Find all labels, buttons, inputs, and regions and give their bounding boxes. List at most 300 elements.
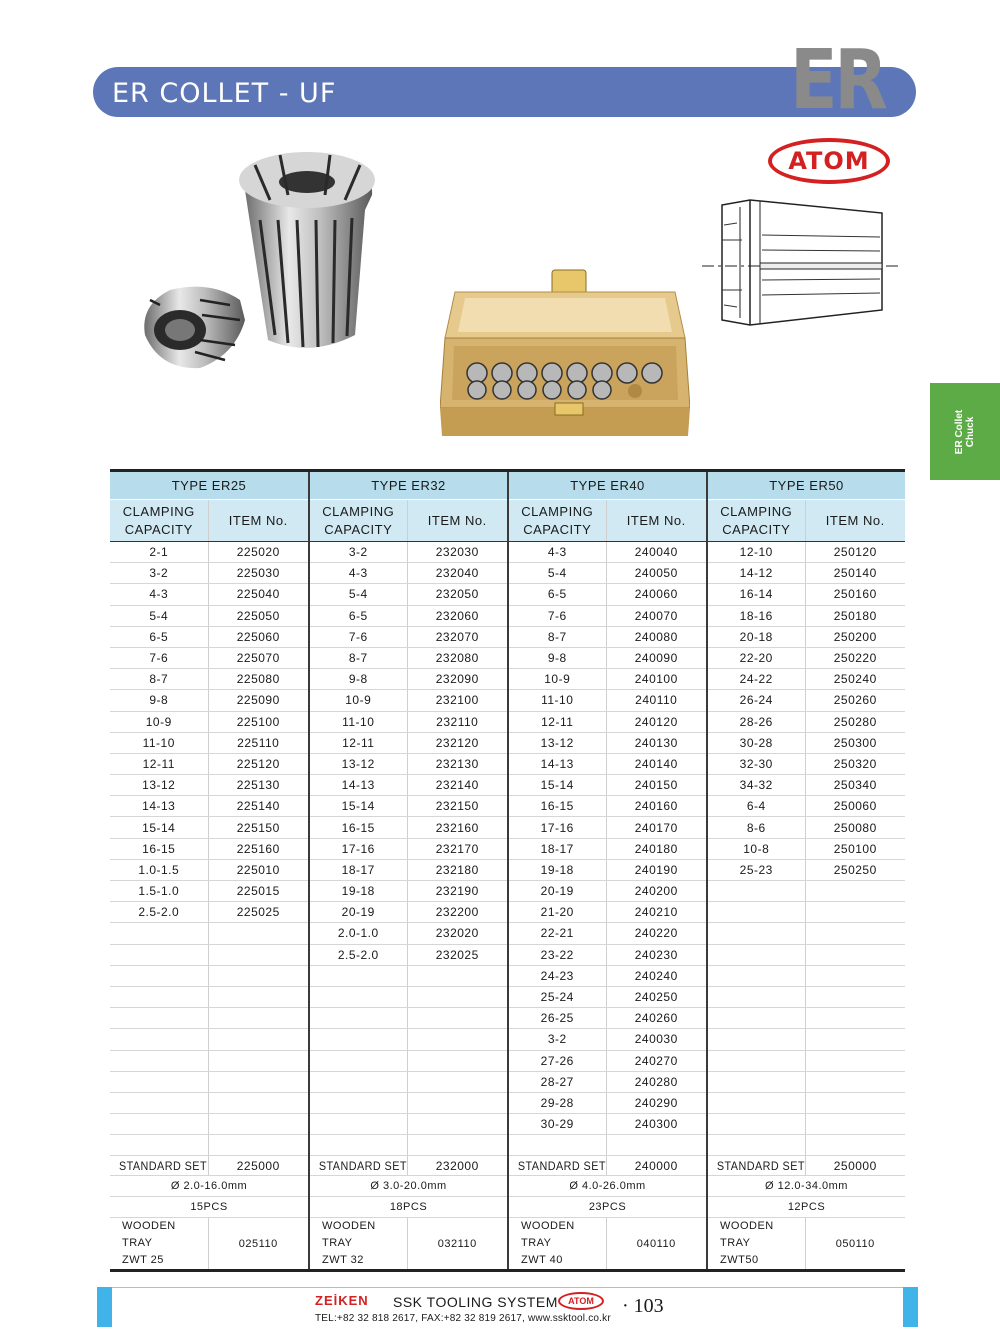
set-range: Ø 12.0-34.0mm bbox=[707, 1176, 905, 1197]
clamping-capacity-cell: 10-9 bbox=[508, 669, 606, 690]
clamping-capacity-cell: 25-23 bbox=[707, 859, 805, 880]
clamping-capacity-cell: 6-5 bbox=[309, 605, 407, 626]
clamping-capacity-cell: 27-26 bbox=[508, 1050, 606, 1071]
item-number-cell: 250240 bbox=[805, 669, 905, 690]
clamping-capacity-cell bbox=[707, 1029, 805, 1050]
item-number-cell: 232160 bbox=[407, 817, 508, 838]
item-number-cell bbox=[407, 1092, 508, 1113]
footer-brand: ZEİKEN bbox=[315, 1293, 369, 1308]
col-header-clamping: CLAMPING CAPACITY bbox=[309, 500, 407, 542]
clamping-capacity-cell bbox=[707, 1071, 805, 1092]
item-number-cell: 225120 bbox=[208, 753, 309, 774]
clamping-capacity-cell bbox=[309, 1092, 407, 1113]
clamping-capacity-cell bbox=[707, 1008, 805, 1029]
clamping-capacity-cell: 5-4 bbox=[309, 584, 407, 605]
item-number-cell bbox=[208, 1050, 309, 1071]
clamping-capacity-cell: 9-8 bbox=[508, 647, 606, 668]
type-header-er25: TYPE ER25 bbox=[110, 471, 309, 500]
item-number-cell: 225015 bbox=[208, 881, 309, 902]
item-number-cell bbox=[805, 1092, 905, 1113]
clamping-capacity-cell: 15-14 bbox=[508, 775, 606, 796]
item-number-cell bbox=[805, 1071, 905, 1092]
standard-set-item: 232000 bbox=[407, 1156, 508, 1176]
clamping-capacity-cell: 10-9 bbox=[309, 690, 407, 711]
clamping-capacity-cell: 22-20 bbox=[707, 647, 805, 668]
clamping-capacity-cell bbox=[110, 1008, 208, 1029]
clamping-capacity-cell bbox=[707, 986, 805, 1007]
series-badge: ER bbox=[790, 33, 885, 128]
table-row bbox=[110, 944, 905, 965]
clamping-capacity-cell: 9-8 bbox=[309, 669, 407, 690]
section-tab-er-collet-chuck[interactable] bbox=[930, 383, 1000, 480]
clamping-capacity-cell: 10-8 bbox=[707, 838, 805, 859]
clamping-capacity-cell: 28-26 bbox=[707, 711, 805, 732]
table-row bbox=[110, 605, 905, 626]
item-number-cell: 225090 bbox=[208, 690, 309, 711]
section-tab-line2: Chuck bbox=[964, 416, 976, 447]
item-number-cell: 232070 bbox=[407, 626, 508, 647]
clamping-capacity-cell bbox=[309, 1050, 407, 1071]
wooden-tray-label bbox=[508, 1218, 606, 1271]
item-number-cell: 232025 bbox=[407, 944, 508, 965]
clamping-capacity-cell: 8-7 bbox=[110, 669, 208, 690]
item-number-cell bbox=[208, 944, 309, 965]
set-range: Ø 3.0-20.0mm bbox=[309, 1176, 508, 1197]
clamping-capacity-cell: 16-15 bbox=[309, 817, 407, 838]
standard-set-label: STANDARD SET bbox=[707, 1156, 795, 1176]
item-number-cell: 232170 bbox=[407, 838, 508, 859]
tray-label-text: WOODEN TRAY bbox=[521, 1220, 575, 1250]
table-row bbox=[110, 838, 905, 859]
clamping-capacity-cell: 6-5 bbox=[508, 584, 606, 605]
set-range: Ø 2.0-16.0mm bbox=[110, 1176, 309, 1197]
clamping-capacity-cell: 29-28 bbox=[508, 1092, 606, 1113]
item-number-cell: 225030 bbox=[208, 563, 309, 584]
item-number-cell: 250220 bbox=[805, 647, 905, 668]
clamping-capacity-cell: 19-18 bbox=[309, 881, 407, 902]
clamping-capacity-cell: 32-30 bbox=[707, 753, 805, 774]
standard-set-label: STANDARD SET bbox=[309, 1156, 397, 1176]
clamping-capacity-cell: 20-19 bbox=[508, 881, 606, 902]
standard-set-label: STANDARD SET bbox=[110, 1156, 198, 1176]
item-number-cell: 225100 bbox=[208, 711, 309, 732]
wooden-tray-label bbox=[110, 1218, 208, 1271]
table-row bbox=[110, 1071, 905, 1092]
clamping-capacity-cell: 2.0-1.0 bbox=[309, 923, 407, 944]
clamping-capacity-cell bbox=[110, 1071, 208, 1092]
table-row bbox=[110, 1135, 905, 1156]
item-number-cell: 225070 bbox=[208, 647, 309, 668]
clamping-capacity-cell bbox=[110, 1029, 208, 1050]
item-number-cell: 240160 bbox=[606, 796, 707, 817]
type-header-er32: TYPE ER32 bbox=[309, 471, 508, 500]
item-number-cell: 232100 bbox=[407, 690, 508, 711]
range-row bbox=[110, 1176, 905, 1197]
clamping-capacity-cell bbox=[309, 986, 407, 1007]
item-number-cell: 232110 bbox=[407, 711, 508, 732]
clamping-capacity-cell bbox=[309, 1029, 407, 1050]
item-number-cell: 225160 bbox=[208, 838, 309, 859]
item-number-cell bbox=[407, 1029, 508, 1050]
pieces-row bbox=[110, 1197, 905, 1218]
clamping-capacity-cell: 26-25 bbox=[508, 1008, 606, 1029]
item-number-cell: 250120 bbox=[805, 542, 905, 563]
item-number-cell: 232150 bbox=[407, 796, 508, 817]
item-number-cell: 240240 bbox=[606, 965, 707, 986]
item-number-cell: 250060 bbox=[805, 796, 905, 817]
item-number-cell: 240220 bbox=[606, 923, 707, 944]
clamping-capacity-cell: 4-3 bbox=[110, 584, 208, 605]
standard-set-row bbox=[110, 1156, 905, 1176]
table-row bbox=[110, 965, 905, 986]
clamping-capacity-cell bbox=[707, 965, 805, 986]
clamping-capacity-cell: 4-3 bbox=[508, 542, 606, 563]
set-pieces: 15PCS bbox=[110, 1197, 309, 1218]
clamping-capacity-cell bbox=[707, 1092, 805, 1113]
table-row bbox=[110, 859, 905, 880]
item-number-cell bbox=[208, 1092, 309, 1113]
item-number-cell: 240150 bbox=[606, 775, 707, 796]
col-header-clamping: CLAMPING CAPACITY bbox=[508, 500, 606, 542]
clamping-capacity-cell: 18-17 bbox=[508, 838, 606, 859]
item-number-cell bbox=[805, 986, 905, 1007]
item-number-cell: 225150 bbox=[208, 817, 309, 838]
tray-label-text: WOODEN TRAY bbox=[322, 1220, 376, 1250]
item-number-cell: 240130 bbox=[606, 732, 707, 753]
clamping-capacity-cell: 12-11 bbox=[309, 732, 407, 753]
item-number-cell: 232020 bbox=[407, 923, 508, 944]
clamping-capacity-cell: 23-22 bbox=[508, 944, 606, 965]
item-number-cell bbox=[407, 1071, 508, 1092]
atom-logo-text: ATOM bbox=[788, 147, 870, 175]
wooden-tray-photo bbox=[440, 268, 690, 438]
clamping-capacity-cell: 12-11 bbox=[110, 753, 208, 774]
table-row bbox=[110, 1050, 905, 1071]
item-number-cell bbox=[208, 965, 309, 986]
standard-set-item: 250000 bbox=[805, 1156, 905, 1176]
item-number-cell bbox=[208, 986, 309, 1007]
atom-logo bbox=[768, 138, 890, 184]
wooden-tray-row bbox=[110, 1218, 905, 1271]
clamping-capacity-cell: 7-6 bbox=[508, 605, 606, 626]
item-number-cell: 225020 bbox=[208, 542, 309, 563]
clamping-capacity-cell bbox=[110, 965, 208, 986]
section-tab-line1: ER Collet bbox=[953, 409, 965, 454]
item-number-cell: 240140 bbox=[606, 753, 707, 774]
wooden-tray-item: 025110 bbox=[208, 1218, 309, 1271]
col-header-clamping: CLAMPING CAPACITY bbox=[707, 500, 805, 542]
tray-label-text: WOODEN TRAY bbox=[720, 1220, 774, 1250]
item-number-cell bbox=[805, 1029, 905, 1050]
standard-set-item: 240000 bbox=[606, 1156, 707, 1176]
clamping-capacity-cell: 13-12 bbox=[508, 732, 606, 753]
clamping-capacity-cell: 14-13 bbox=[309, 775, 407, 796]
clamping-capacity-cell bbox=[110, 986, 208, 1007]
item-number-cell: 250320 bbox=[805, 753, 905, 774]
item-number-cell bbox=[407, 1135, 508, 1156]
col-header-item: ITEM No. bbox=[805, 500, 905, 542]
tray-model: ZWT 32 bbox=[322, 1254, 364, 1267]
item-number-cell: 240180 bbox=[606, 838, 707, 859]
item-number-cell: 225025 bbox=[208, 902, 309, 923]
col-header-item: ITEM No. bbox=[606, 500, 707, 542]
item-number-cell: 240070 bbox=[606, 605, 707, 626]
table-row bbox=[110, 753, 905, 774]
clamping-capacity-cell: 30-29 bbox=[508, 1114, 606, 1135]
set-range: Ø 4.0-26.0mm bbox=[508, 1176, 707, 1197]
clamping-capacity-cell bbox=[110, 1114, 208, 1135]
table-row bbox=[110, 817, 905, 838]
table-row bbox=[110, 626, 905, 647]
clamping-capacity-cell: 21-20 bbox=[508, 902, 606, 923]
item-number-cell bbox=[208, 923, 309, 944]
clamping-capacity-cell: 15-14 bbox=[110, 817, 208, 838]
item-number-cell: 225050 bbox=[208, 605, 309, 626]
table-row bbox=[110, 732, 905, 753]
tray-model: ZWT 40 bbox=[521, 1254, 563, 1267]
clamping-capacity-cell: 12-11 bbox=[508, 711, 606, 732]
item-number-cell: 240060 bbox=[606, 584, 707, 605]
item-number-cell bbox=[407, 1114, 508, 1135]
footer-contact: TEL:+82 32 818 2617, FAX:+82 32 819 2617, www.ssktool.co.kr bbox=[315, 1313, 611, 1324]
table-row bbox=[110, 1114, 905, 1135]
item-number-cell: 250080 bbox=[805, 817, 905, 838]
item-number-cell bbox=[407, 965, 508, 986]
table-row bbox=[110, 542, 905, 563]
col-header-clamping: CLAMPING CAPACITY bbox=[110, 500, 208, 542]
item-number-cell: 250260 bbox=[805, 690, 905, 711]
collet-table bbox=[110, 469, 905, 1267]
item-number-cell: 240090 bbox=[606, 647, 707, 668]
clamping-capacity-cell: 13-12 bbox=[309, 753, 407, 774]
item-number-cell bbox=[208, 1135, 309, 1156]
item-number-cell: 225040 bbox=[208, 584, 309, 605]
clamping-capacity-cell: 12-10 bbox=[707, 542, 805, 563]
table-row bbox=[110, 647, 905, 668]
item-number-cell: 240030 bbox=[606, 1029, 707, 1050]
item-number-cell: 240260 bbox=[606, 1008, 707, 1029]
clamping-capacity-cell bbox=[309, 1008, 407, 1029]
page-number: · 103 bbox=[622, 1295, 664, 1317]
table-row bbox=[110, 669, 905, 690]
item-number-cell: 240190 bbox=[606, 859, 707, 880]
item-number-cell bbox=[208, 1008, 309, 1029]
item-number-cell: 250200 bbox=[805, 626, 905, 647]
clamping-capacity-cell: 26-24 bbox=[707, 690, 805, 711]
item-number-cell bbox=[805, 1114, 905, 1135]
table-row bbox=[110, 796, 905, 817]
clamping-capacity-cell: 18-16 bbox=[707, 605, 805, 626]
set-pieces: 18PCS bbox=[309, 1197, 508, 1218]
item-number-cell: 232130 bbox=[407, 753, 508, 774]
clamping-capacity-cell bbox=[707, 923, 805, 944]
item-number-cell bbox=[208, 1029, 309, 1050]
clamping-capacity-cell: 3-2 bbox=[309, 542, 407, 563]
item-number-cell bbox=[208, 1114, 309, 1135]
clamping-capacity-cell bbox=[309, 1135, 407, 1156]
clamping-capacity-cell: 11-10 bbox=[508, 690, 606, 711]
item-number-cell bbox=[805, 965, 905, 986]
item-number-cell: 232080 bbox=[407, 647, 508, 668]
clamping-capacity-cell: 24-23 bbox=[508, 965, 606, 986]
clamping-capacity-cell: 9-8 bbox=[110, 690, 208, 711]
item-number-cell: 225110 bbox=[208, 732, 309, 753]
type-row bbox=[110, 471, 905, 500]
tray-label-text: WOODEN TRAY bbox=[122, 1220, 176, 1250]
table-row bbox=[110, 711, 905, 732]
type-header-er50: TYPE ER50 bbox=[707, 471, 905, 500]
item-number-cell bbox=[606, 1135, 707, 1156]
table-row bbox=[110, 775, 905, 796]
table-row bbox=[110, 881, 905, 902]
table-row bbox=[110, 584, 905, 605]
footer-accent-left bbox=[97, 1287, 112, 1327]
item-number-cell: 250300 bbox=[805, 732, 905, 753]
item-number-cell: 232140 bbox=[407, 775, 508, 796]
clamping-capacity-cell: 7-6 bbox=[309, 626, 407, 647]
table-row bbox=[110, 986, 905, 1007]
item-number-cell bbox=[407, 1008, 508, 1029]
item-number-cell: 240290 bbox=[606, 1092, 707, 1113]
item-number-cell: 240230 bbox=[606, 944, 707, 965]
item-number-cell: 232060 bbox=[407, 605, 508, 626]
item-number-cell: 250100 bbox=[805, 838, 905, 859]
clamping-capacity-cell: 11-10 bbox=[309, 711, 407, 732]
clamping-capacity-cell: 13-12 bbox=[110, 775, 208, 796]
clamping-capacity-cell: 15-14 bbox=[309, 796, 407, 817]
item-number-cell: 225060 bbox=[208, 626, 309, 647]
item-number-cell bbox=[407, 986, 508, 1007]
item-number-cell: 232050 bbox=[407, 584, 508, 605]
clamping-capacity-cell bbox=[110, 1092, 208, 1113]
item-number-cell: 240210 bbox=[606, 902, 707, 923]
wooden-tray-item: 032110 bbox=[407, 1218, 508, 1271]
item-number-cell: 225010 bbox=[208, 859, 309, 880]
tray-model: ZWT50 bbox=[720, 1254, 759, 1267]
clamping-capacity-cell: 14-12 bbox=[707, 563, 805, 584]
footer-accent-right bbox=[903, 1287, 918, 1327]
clamping-capacity-cell: 17-16 bbox=[508, 817, 606, 838]
clamping-capacity-cell: 22-21 bbox=[508, 923, 606, 944]
clamping-capacity-cell: 4-3 bbox=[309, 563, 407, 584]
clamping-capacity-cell bbox=[309, 1114, 407, 1135]
item-number-cell: 232190 bbox=[407, 881, 508, 902]
item-number-cell bbox=[805, 1050, 905, 1071]
item-number-cell: 250180 bbox=[805, 605, 905, 626]
clamping-capacity-cell: 11-10 bbox=[110, 732, 208, 753]
clamping-capacity-cell: 20-18 bbox=[707, 626, 805, 647]
set-pieces: 23PCS bbox=[508, 1197, 707, 1218]
clamping-capacity-cell: 16-14 bbox=[707, 584, 805, 605]
item-number-cell: 240280 bbox=[606, 1071, 707, 1092]
standard-set-item: 225000 bbox=[208, 1156, 309, 1176]
item-number-cell: 232040 bbox=[407, 563, 508, 584]
wooden-tray-label bbox=[309, 1218, 407, 1271]
tray-model: ZWT 25 bbox=[122, 1254, 164, 1267]
item-number-cell bbox=[208, 1071, 309, 1092]
clamping-capacity-cell bbox=[508, 1135, 606, 1156]
item-number-cell bbox=[805, 944, 905, 965]
standard-set-label: STANDARD SET bbox=[508, 1156, 596, 1176]
clamping-capacity-cell: 2-1 bbox=[110, 542, 208, 563]
footer-divider bbox=[112, 1287, 903, 1288]
item-number-cell: 232090 bbox=[407, 669, 508, 690]
clamping-capacity-cell: 25-24 bbox=[508, 986, 606, 1007]
item-number-cell: 240100 bbox=[606, 669, 707, 690]
clamping-capacity-cell bbox=[110, 1050, 208, 1071]
clamping-capacity-cell: 8-7 bbox=[508, 626, 606, 647]
clamping-capacity-cell: 2.5-2.0 bbox=[309, 944, 407, 965]
wooden-tray-item: 050110 bbox=[805, 1218, 905, 1271]
clamping-capacity-cell: 3-2 bbox=[110, 563, 208, 584]
clamping-capacity-cell: 20-19 bbox=[309, 902, 407, 923]
clamping-capacity-cell bbox=[110, 1135, 208, 1156]
wooden-tray-item: 040110 bbox=[606, 1218, 707, 1271]
item-number-cell: 240250 bbox=[606, 986, 707, 1007]
clamping-capacity-cell: 2.5-2.0 bbox=[110, 902, 208, 923]
item-number-cell: 250140 bbox=[805, 563, 905, 584]
footer-atom-logo bbox=[558, 1292, 604, 1310]
clamping-capacity-cell: 6-4 bbox=[707, 796, 805, 817]
item-number-cell: 240110 bbox=[606, 690, 707, 711]
clamping-capacity-cell bbox=[110, 923, 208, 944]
item-number-cell: 225080 bbox=[208, 669, 309, 690]
clamping-capacity-cell bbox=[707, 1114, 805, 1135]
table-row bbox=[110, 1008, 905, 1029]
clamping-capacity-cell: 14-13 bbox=[110, 796, 208, 817]
item-number-cell: 225140 bbox=[208, 796, 309, 817]
item-number-cell: 225130 bbox=[208, 775, 309, 796]
clamping-capacity-cell bbox=[707, 881, 805, 902]
footer-atom-logo-text: ATOM bbox=[568, 1296, 594, 1306]
item-number-cell: 232180 bbox=[407, 859, 508, 880]
footer-company: SSK TOOLING SYSTEM bbox=[393, 1294, 558, 1310]
clamping-capacity-cell: 16-15 bbox=[110, 838, 208, 859]
item-number-cell bbox=[805, 1008, 905, 1029]
clamping-capacity-cell: 6-5 bbox=[110, 626, 208, 647]
item-number-cell: 240080 bbox=[606, 626, 707, 647]
item-number-cell: 250340 bbox=[805, 775, 905, 796]
clamping-capacity-cell: 3-2 bbox=[508, 1029, 606, 1050]
clamping-capacity-cell bbox=[309, 1071, 407, 1092]
clamping-capacity-cell: 30-28 bbox=[707, 732, 805, 753]
clamping-capacity-cell: 10-9 bbox=[110, 711, 208, 732]
clamping-capacity-cell: 34-32 bbox=[707, 775, 805, 796]
item-number-cell: 250160 bbox=[805, 584, 905, 605]
item-number-cell bbox=[805, 923, 905, 944]
clamping-capacity-cell: 8-7 bbox=[309, 647, 407, 668]
clamping-capacity-cell bbox=[707, 1050, 805, 1071]
item-number-cell: 232120 bbox=[407, 732, 508, 753]
clamping-capacity-cell: 5-4 bbox=[110, 605, 208, 626]
clamping-capacity-cell: 7-6 bbox=[110, 647, 208, 668]
page-title: ER COLLET - UF bbox=[112, 78, 337, 109]
clamping-capacity-cell: 16-15 bbox=[508, 796, 606, 817]
clamping-capacity-cell bbox=[707, 902, 805, 923]
item-number-cell: 232030 bbox=[407, 542, 508, 563]
item-number-cell: 240050 bbox=[606, 563, 707, 584]
clamping-capacity-cell bbox=[309, 965, 407, 986]
type-header-er40: TYPE ER40 bbox=[508, 471, 707, 500]
item-number-cell bbox=[805, 1135, 905, 1156]
table-row bbox=[110, 563, 905, 584]
item-number-cell: 240120 bbox=[606, 711, 707, 732]
table-row bbox=[110, 690, 905, 711]
column-header-row bbox=[110, 500, 905, 542]
table-row bbox=[110, 1029, 905, 1050]
clamping-capacity-cell: 28-27 bbox=[508, 1071, 606, 1092]
col-header-item: ITEM No. bbox=[407, 500, 508, 542]
